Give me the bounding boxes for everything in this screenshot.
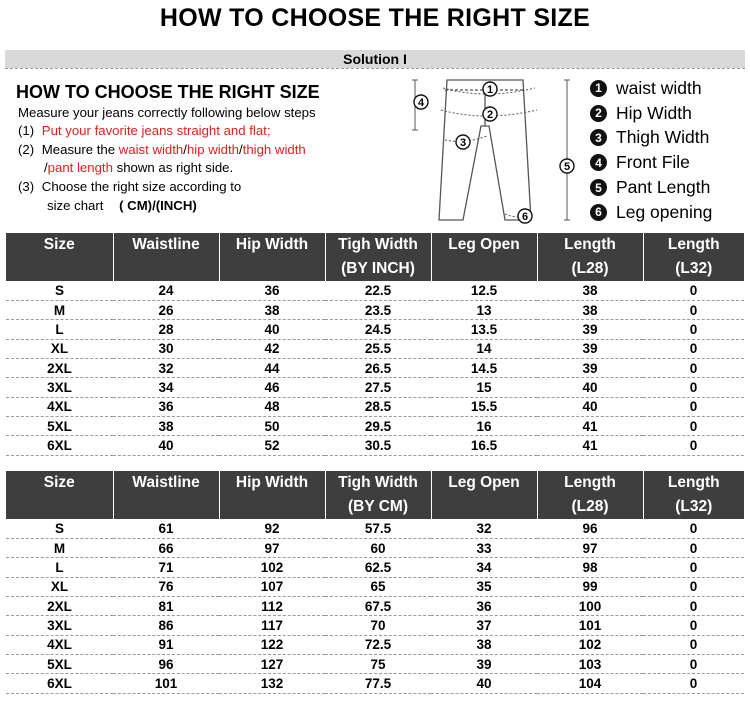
- table-cell: 0: [643, 674, 744, 693]
- table-cell: 100: [537, 596, 643, 615]
- table-cell: 71: [113, 558, 219, 577]
- table-cell: 40: [537, 378, 643, 397]
- table-cell: 33: [431, 538, 537, 557]
- guide-step-3: [18, 178, 241, 196]
- table-cell: 101: [537, 616, 643, 635]
- column-subheader: (L32): [643, 495, 744, 519]
- table-cell: 14.5: [431, 358, 537, 377]
- column-subheader: (BY CM): [325, 495, 431, 519]
- marker-1-label: 1: [486, 84, 494, 96]
- table-cell: S: [6, 519, 113, 538]
- step-number: (2): [18, 142, 35, 157]
- table-cell: 38: [537, 281, 643, 300]
- table-body: [6, 519, 744, 693]
- marker-5-label: 5: [563, 161, 571, 173]
- cm-size-table: [6, 471, 744, 694]
- guide-step-2: [18, 141, 306, 159]
- table-cell: 40: [219, 320, 325, 339]
- column-subheader: [113, 495, 219, 519]
- table-cell: 57.5: [325, 519, 431, 538]
- table-cell: 38: [113, 416, 219, 435]
- table-cell: 101: [113, 674, 219, 693]
- legend-label: waist width: [616, 77, 702, 98]
- legend-item: [590, 126, 712, 151]
- table-cell: 2XL: [6, 596, 113, 615]
- table-cell: 103: [537, 654, 643, 673]
- column-header: Leg Open: [431, 471, 537, 495]
- table-cell: 26: [113, 300, 219, 319]
- table-cell: M: [6, 538, 113, 557]
- table-row: [6, 635, 744, 654]
- table-cell: 39: [537, 358, 643, 377]
- number-5-icon: 5: [590, 179, 607, 196]
- page-title: HOW TO CHOOSE THE RIGHT SIZE: [159, 4, 591, 32]
- table-row: [6, 436, 744, 455]
- separator: /: [239, 142, 243, 157]
- table-cell: 127: [219, 654, 325, 673]
- table-cell: 13.5: [431, 320, 537, 339]
- table-cell: 76: [113, 577, 219, 596]
- column-header: Tigh Width: [325, 233, 431, 257]
- table-cell: 14: [431, 339, 537, 358]
- table-cell: 107: [219, 577, 325, 596]
- table-cell: 96: [537, 519, 643, 538]
- column-subheader: [6, 495, 113, 519]
- table-row: [6, 397, 744, 416]
- column-subheader: (L32): [643, 257, 744, 281]
- table-cell: 16: [431, 416, 537, 435]
- table-cell: 65: [325, 577, 431, 596]
- table-cell: 39: [537, 320, 643, 339]
- guide-heading: HOW TO CHOOSE THE RIGHT SIZE: [16, 82, 320, 102]
- column-header: Size: [6, 233, 113, 257]
- column-subheader: [431, 495, 537, 519]
- table-cell: 3XL: [6, 378, 113, 397]
- guide-step-3-cont: [47, 197, 197, 215]
- table-cell: 22.5: [325, 281, 431, 300]
- table-cell: 40: [113, 436, 219, 455]
- table-cell: 15.5: [431, 397, 537, 416]
- pant-length-term: pant length: [47, 160, 113, 175]
- table-cell: 36: [431, 596, 537, 615]
- column-subheader: (BY INCH): [325, 257, 431, 281]
- column-subheader: [431, 257, 537, 281]
- table-cell: XL: [6, 577, 113, 596]
- table-cell: 112: [219, 596, 325, 615]
- number-4-icon: 4: [590, 154, 607, 171]
- guide-step-2-cont: [44, 159, 233, 177]
- table-row: [6, 654, 744, 673]
- column-subheader: [6, 257, 113, 281]
- table-cell: L: [6, 320, 113, 339]
- table-cell: 34: [113, 378, 219, 397]
- table-cell: 0: [643, 358, 744, 377]
- table-cell: XL: [6, 339, 113, 358]
- table-cell: 0: [643, 378, 744, 397]
- number-2-icon: 2: [590, 105, 607, 122]
- table-cell: 0: [643, 558, 744, 577]
- table-cell: 92: [219, 519, 325, 538]
- jeans-diagram: [405, 74, 580, 226]
- table-row: [6, 519, 744, 538]
- table-cell: 60: [325, 538, 431, 557]
- table-cell: 15: [431, 378, 537, 397]
- table-cell: 97: [219, 538, 325, 557]
- table-cell: 75: [325, 654, 431, 673]
- table-cell: 0: [643, 281, 744, 300]
- number-6-icon: 6: [590, 204, 607, 221]
- table-cell: 40: [537, 397, 643, 416]
- table-cell: 44: [219, 358, 325, 377]
- table-cell: 122: [219, 635, 325, 654]
- table-cell: 38: [537, 300, 643, 319]
- table-cell: 0: [643, 320, 744, 339]
- table-cell: 50: [219, 416, 325, 435]
- column-header: Length: [537, 471, 643, 495]
- column-subheader: (L28): [537, 495, 643, 519]
- separator: /: [183, 142, 187, 157]
- table-cell: 72.5: [325, 635, 431, 654]
- table-cell: 41: [537, 416, 643, 435]
- table-cell: 61: [113, 519, 219, 538]
- table-cell: 41: [537, 436, 643, 455]
- solution-banner: Solution I: [5, 50, 745, 68]
- table-header: [6, 233, 744, 281]
- column-header: Waistline: [113, 471, 219, 495]
- column-subheader: [219, 495, 325, 519]
- table-cell: 0: [643, 635, 744, 654]
- table-row: [6, 596, 744, 615]
- table-cell: 104: [537, 674, 643, 693]
- table-cell: 0: [643, 577, 744, 596]
- step-text: Choose the right size according to: [41, 179, 242, 194]
- legend-label: Pant Length: [616, 177, 711, 198]
- table-cell: 37: [431, 616, 537, 635]
- table-cell: 3XL: [6, 616, 113, 635]
- column-subheader: [219, 257, 325, 281]
- table-cell: 52: [219, 436, 325, 455]
- table-cell: 38: [431, 635, 537, 654]
- table-cell: 28.5: [325, 397, 431, 416]
- column-header: Leg Open: [431, 233, 537, 257]
- table-cell: 12.5: [431, 281, 537, 300]
- legend-item: [590, 175, 712, 200]
- table-header: [6, 471, 744, 519]
- table-cell: 67.5: [325, 596, 431, 615]
- measurement-legend: [590, 76, 712, 225]
- table-cell: 5XL: [6, 416, 113, 435]
- table-cell: 4XL: [6, 635, 113, 654]
- number-1-icon: 1: [590, 80, 607, 97]
- column-header: Length: [537, 233, 643, 257]
- column-header: Length: [643, 471, 744, 495]
- table-cell: 0: [643, 300, 744, 319]
- legend-label: Thigh Width: [616, 127, 710, 148]
- table-cell: 97: [537, 538, 643, 557]
- unit-label: ( CM)/(INCH): [119, 198, 197, 213]
- table-cell: 24.5: [325, 320, 431, 339]
- table-cell: 30.5: [325, 436, 431, 455]
- table-cell: 28: [113, 320, 219, 339]
- table-cell: 99: [537, 577, 643, 596]
- column-header: Size: [6, 471, 113, 495]
- column-subheader: [113, 257, 219, 281]
- table-cell: 5XL: [6, 654, 113, 673]
- table-cell: 36: [219, 281, 325, 300]
- separator: /: [44, 160, 48, 175]
- table-cell: 98: [537, 558, 643, 577]
- table-cell: 62.5: [325, 558, 431, 577]
- marker-2-label: 2: [486, 109, 494, 121]
- column-subheader: (L28): [537, 257, 643, 281]
- table-cell: 2XL: [6, 358, 113, 377]
- legend-item: [590, 200, 712, 225]
- table-row: [6, 416, 744, 435]
- table-cell: S: [6, 281, 113, 300]
- table-cell: M: [6, 300, 113, 319]
- table-cell: 77.5: [325, 674, 431, 693]
- table-cell: 42: [219, 339, 325, 358]
- table-cell: 32: [431, 519, 537, 538]
- table-cell: 23.5: [325, 300, 431, 319]
- table-row: [6, 358, 744, 377]
- table-cell: 0: [643, 397, 744, 416]
- marker-3-label: 3: [459, 137, 467, 149]
- table-cell: 40: [431, 674, 537, 693]
- table-cell: 6XL: [6, 674, 113, 693]
- step-text: shown as right side.: [112, 160, 234, 175]
- legend-item: [590, 101, 712, 126]
- table-cell: 91: [113, 635, 219, 654]
- legend-item: [590, 76, 712, 101]
- table-cell: 25.5: [325, 339, 431, 358]
- table-cell: 0: [643, 596, 744, 615]
- table-cell: 0: [643, 616, 744, 635]
- step-number: (3): [18, 179, 35, 194]
- table-cell: 81: [113, 596, 219, 615]
- table-cell: 29.5: [325, 416, 431, 435]
- marker-4-label: 4: [417, 97, 425, 109]
- inch-size-table: [6, 233, 744, 456]
- table-row: [6, 339, 744, 358]
- table-cell: 36: [113, 397, 219, 416]
- table-row: [6, 674, 744, 693]
- table-cell: 39: [537, 339, 643, 358]
- table-cell: 0: [643, 519, 744, 538]
- table-row: [6, 538, 744, 557]
- table-cell: L: [6, 558, 113, 577]
- table-cell: 66: [113, 538, 219, 557]
- table-cell: 132: [219, 674, 325, 693]
- table-cell: 6XL: [6, 436, 113, 455]
- table-cell: 0: [643, 538, 744, 557]
- table-cell: 4XL: [6, 397, 113, 416]
- table-cell: 32: [113, 358, 219, 377]
- table-cell: 102: [219, 558, 325, 577]
- table-cell: 0: [643, 339, 744, 358]
- legend-label: Hip Width: [616, 102, 692, 123]
- marker-6-label: 6: [521, 211, 529, 223]
- guide-step-1: [18, 122, 271, 140]
- legend-label: Front File: [616, 152, 690, 173]
- table-row: [6, 320, 744, 339]
- table-row: [6, 577, 744, 596]
- table-cell: 35: [431, 577, 537, 596]
- table-cell: 38: [219, 300, 325, 319]
- step-text: Measure the: [41, 142, 119, 157]
- table-cell: 70: [325, 616, 431, 635]
- table-cell: 26.5: [325, 358, 431, 377]
- table-cell: 16.5: [431, 436, 537, 455]
- table-body: [6, 281, 744, 455]
- waist-width-term: waist width: [118, 142, 184, 157]
- hip-width-term: hip width: [186, 142, 239, 157]
- divider: [5, 68, 745, 69]
- table-row: [6, 281, 744, 300]
- thigh-width-term: thigh width: [242, 142, 306, 157]
- table-cell: 96: [113, 654, 219, 673]
- number-3-icon: 3: [590, 129, 607, 146]
- guide-intro: Measure your jeans correctly following below steps: [18, 105, 316, 120]
- table-cell: 86: [113, 616, 219, 635]
- table-cell: 117: [219, 616, 325, 635]
- table-row: [6, 378, 744, 397]
- table-cell: 30: [113, 339, 219, 358]
- table-cell: 46: [219, 378, 325, 397]
- table-cell: 34: [431, 558, 537, 577]
- column-header: Hip Width: [219, 471, 325, 495]
- step-number: (1): [18, 123, 35, 138]
- legend-item: [590, 150, 712, 175]
- table-cell: 48: [219, 397, 325, 416]
- column-header: Tigh Width: [325, 471, 431, 495]
- table-cell: 39: [431, 654, 537, 673]
- column-header: Length: [643, 233, 744, 257]
- table-cell: 0: [643, 436, 744, 455]
- column-header: Hip Width: [219, 233, 325, 257]
- table-cell: 102: [537, 635, 643, 654]
- table-row: [6, 300, 744, 319]
- step-text: size chart: [47, 198, 104, 213]
- table-cell: 24: [113, 281, 219, 300]
- column-header: Waistline: [113, 233, 219, 257]
- table-row: [6, 616, 744, 635]
- table-cell: 0: [643, 654, 744, 673]
- table-cell: 0: [643, 416, 744, 435]
- table-cell: 27.5: [325, 378, 431, 397]
- legend-label: Leg opening: [616, 201, 713, 222]
- table-cell: 13: [431, 300, 537, 319]
- step-text: Put your favorite jeans straight and flat;: [41, 123, 271, 138]
- table-row: [6, 558, 744, 577]
